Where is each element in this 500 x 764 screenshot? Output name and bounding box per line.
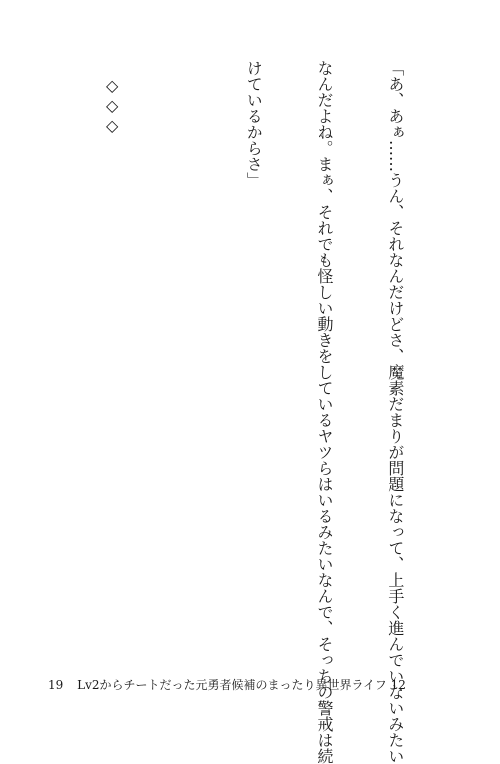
scene-separator: ◇◇◇ [102, 76, 122, 136]
page-footer [48, 676, 406, 693]
book-title: Lv2からチートだった元勇者候補のまったり異世界ライフ 12 [77, 678, 406, 692]
text-line: けているからさ」 [244, 60, 264, 188]
page-number: 19 [48, 678, 64, 692]
blank-line [171, 60, 195, 660]
text-line: なんだよね。まぁ、それでも怪しい動きをしているヤツらはいるみたいなんで、そっちの警戒は続 [315, 60, 335, 764]
blank-line [29, 60, 53, 660]
text-line: 「あ、あぁ……うん、それなんだけどさ、魔素だまりが問題になって、上手く進んでいないみたい [385, 60, 405, 764]
